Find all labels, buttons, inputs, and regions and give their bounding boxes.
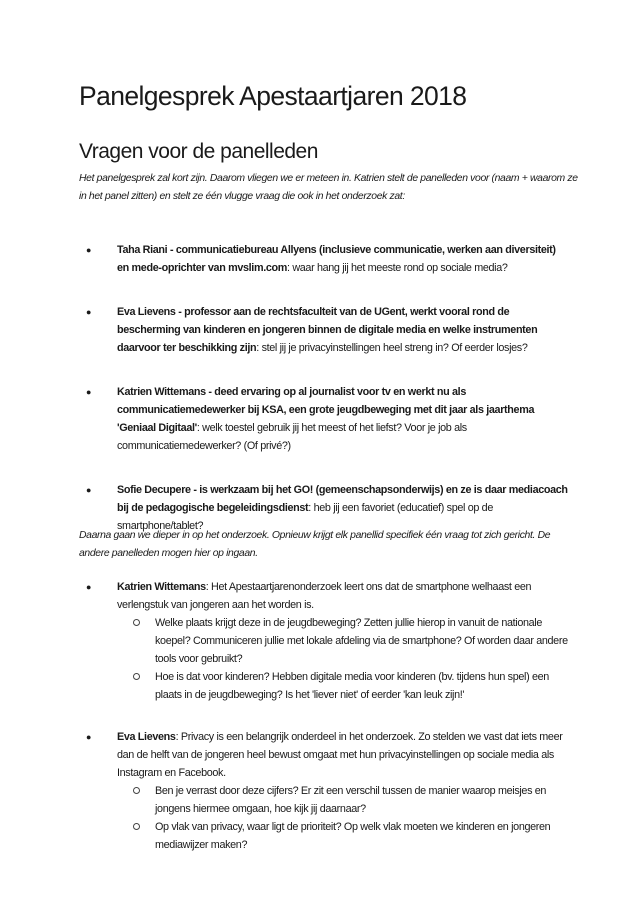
circle-bullet-icon (133, 673, 140, 680)
panelist-name: Eva Lievens - professor aan de rechtsfaculteit van de UGent, werkt vooral rond de bescherming van kinderen en jongeren binnen de digitale media en welke instrumenten daarvoor ter beschikking zijn (117, 306, 538, 354)
list-item (79, 303, 569, 357)
sub-list-item (117, 668, 569, 704)
sub-list-item (117, 782, 569, 818)
panelist-name: Katrien Wittemans (117, 581, 206, 593)
list-item (79, 578, 569, 704)
sub-question-text: Hoe is dat voor kinderen? Hebben digitale media voor kinderen (bv. tijdens hun spel) een plaats in de jeugdbeweging? Is het 'liever niet' of eerder 'kan leuk zijn!' (155, 671, 549, 701)
document-title: Panelgesprek Apestaartjaren 2018 (79, 81, 467, 111)
list-item (79, 383, 569, 455)
question-text: : welk toestel gebruik jij het meest of het liefst? Voor je job als communicatiemedewerker? (Of privé?) (117, 422, 467, 452)
circle-bullet-icon (133, 619, 140, 626)
bullet-icon: ● (86, 387, 92, 397)
bullet-icon: ● (86, 245, 92, 255)
sub-question-list (117, 614, 569, 704)
bullet-icon: ● (86, 485, 92, 495)
section-heading: Vragen voor de panelleden (79, 140, 318, 163)
panelist-name: Taha Riani - communicatiebureau Allyens (inclusieve communicatie, werken aan diversiteit) en mede-oprichter van mvslim.com (117, 244, 556, 274)
topic-text: : Het Apestaartjarenonderzoek leert ons dat de smartphone welhaast een verlengstuk van jongeren aan het worden is. (117, 581, 532, 611)
circle-bullet-icon (133, 787, 140, 794)
panelist-name: Eva Lievens (117, 731, 176, 743)
deep-dive-list (79, 578, 569, 854)
sub-list-item (117, 614, 569, 668)
bullet-icon: ● (86, 582, 92, 592)
bullet-icon: ● (86, 732, 92, 742)
deep-dive-paragraph: Daarna gaan we dieper in op het onderzoek. Opnieuw krijgt elk panellid specifiek één vraag tot zich gericht. De andere panelleden mogen hier op ingaan. (79, 530, 551, 559)
question-text: : waar hang jij het meeste rond op sociale media? (287, 262, 508, 274)
sub-question-text: Ben je verrast door deze cijfers? Er zit een verschil tussen de manier waarop meisjes en jongens hiermee omgaan, hoe kijk jij daarnaar? (155, 785, 547, 815)
question-text: : stel jij je privacyinstellingen heel streng in? Of eerder losjes? (256, 342, 528, 354)
panel-intro-list (79, 241, 569, 535)
sub-list-item (117, 818, 569, 854)
sub-question-text: Op vlak van privacy, waar ligt de prioriteit? Op welk vlak moeten we kinderen en jongeren mediawijzer maken? (155, 821, 551, 851)
panelist-name: Katrien Wittemans - deed ervaring op al journalist voor tv en werkt nu als communicatiemedewerker bij KSA, een grote jeugdbeweging met dit jaar als jaarthema 'Geniaal Digitaal' (117, 386, 535, 434)
circle-bullet-icon (133, 823, 140, 830)
panelist-name: Sofie Decupere - is werkzaam bij het GO! (gemeenschapsonderwijs) en ze is daar mediacoach bij de pedagogische begeleidingsdienst (117, 484, 568, 514)
list-item (79, 241, 569, 277)
intro-paragraph: Het panelgesprek zal kort zijn. Daarom vliegen we er meteen in. Katrien stelt de panelleden voor (naam + waarom ze in het panel zitten) en stelt ze één vlugge vraag die ook in het onderzoek zat: (79, 173, 578, 202)
topic-text: : Privacy is een belangrijk onderdeel in het onderzoek. Zo stelden we vast dat iets meer dan de helft van de jongeren heel bewust omgaat met hun privacyinstellingen op sociale media als Instagram en Facebook. (117, 731, 563, 779)
bullet-icon: ● (86, 307, 92, 317)
sub-question-text: Welke plaats krijgt deze in de jeugdbeweging? Zetten jullie hierop in vanuit de nationale koepel? Communiceren jullie met lokale afdeling via de smartphone? Of worden daar andere tools voor gebruikt? (155, 617, 568, 665)
list-item (79, 728, 569, 854)
sub-question-list (117, 782, 569, 854)
question-text: : heb jij een favoriet (educatief) spel op de smartphone/tablet? (117, 502, 493, 532)
